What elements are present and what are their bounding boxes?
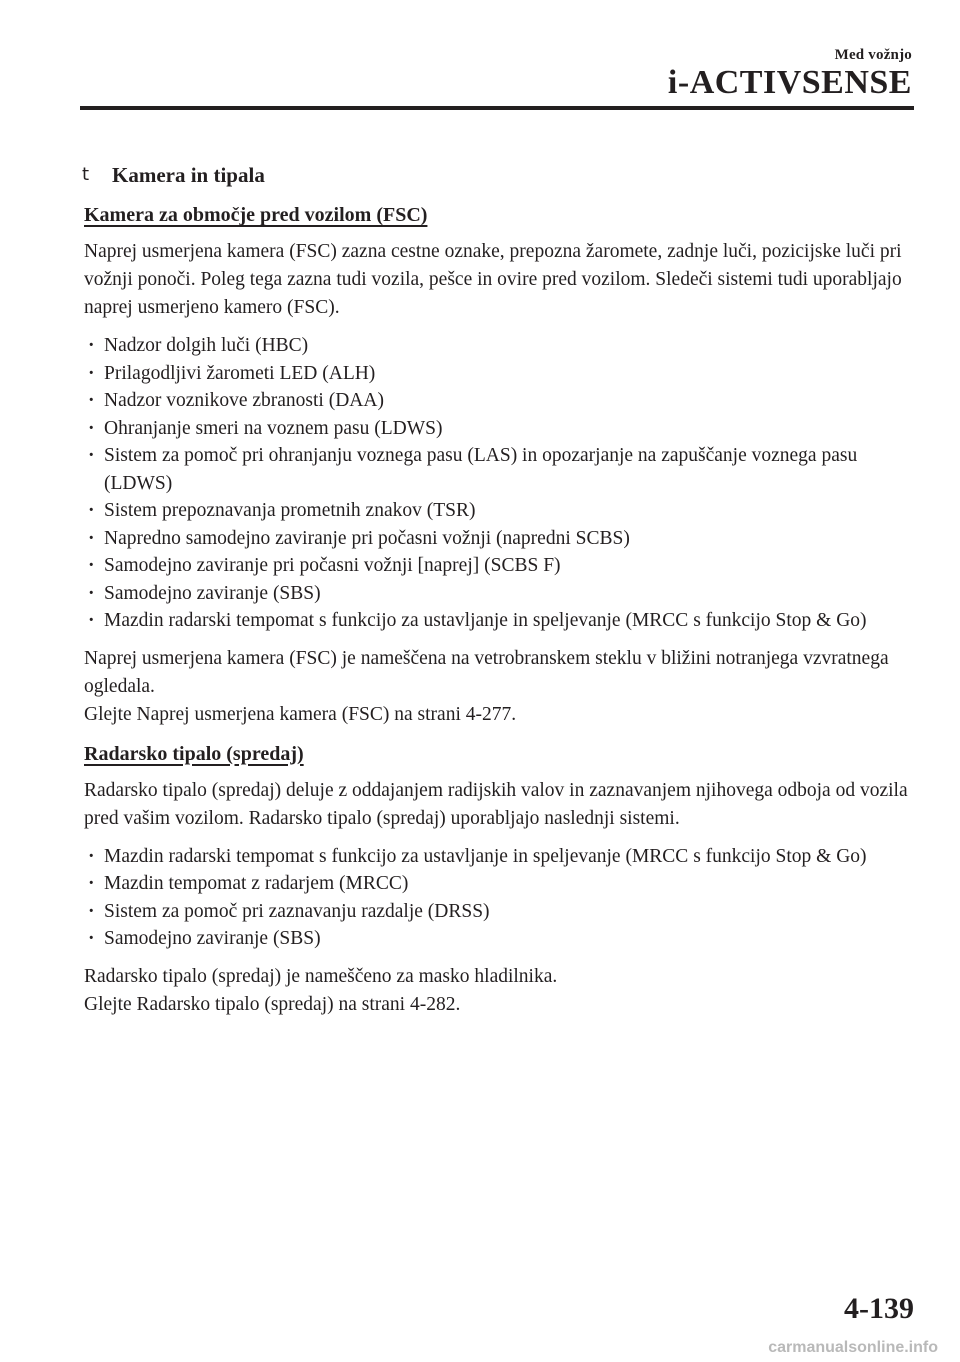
section-heading-text: Kamera in tipala [112,163,265,187]
bullet-icon: · [88,928,95,949]
section-heading [84,160,914,190]
bullet-icon: · [88,527,95,549]
bullet-icon: · [88,500,95,521]
radar-reference: Glejte Radarsko tipalo (spredaj) na strani 4-282. [84,993,461,1015]
bullet-icon: · [88,610,95,631]
bullet-icon: · [88,362,95,384]
list-item: · Mazdin radarski tempomat s funkcijo za ustavljanje in speljevanje (MRCC s funkcijo Stop & Go) [84,843,914,871]
page-number: 4-139 [844,1292,914,1325]
radar-system-list [84,843,914,953]
page-content [84,160,914,1029]
watermark: carmanualsonline.info [768,1339,938,1356]
list-item: · Nadzor dolgih luči (HBC) [84,332,914,360]
bullet-icon: · [88,845,95,867]
list-item: · Napredno samodejno zaviranje pri počasni vožnji (napredni SCBS) [84,525,914,553]
fsc-location-note: Naprej usmerjena kamera (FSC) je nameščena na vetrobranskem steklu v bližini notranjega vzvratnega ogledala. [84,647,889,697]
list-item: · Samodejno zaviranje pri počasni vožnji [naprej] (SCBS F) [84,552,914,580]
list-item: · Mazdin radarski tempomat s funkcijo za ustavljanje in speljevanje (MRCC s funkcijo Stop & Go) [84,607,914,635]
fsc-intro: Naprej usmerjena kamera (FSC) zazna cestne oznake, prepozna žaromete, zadnje luči, pozicijske luči pri vožnji ponoči. Poleg tega zazna tudi vozila, pešce in ovire pred vozilom. Sledeči sistemi tudi uporabljajo naprej usmerjeno kamero (FSC). [84,241,902,318]
list-item: · Nadzor voznikove zbranosti (DAA) [84,387,914,415]
header-divider [80,106,914,110]
fsc-heading: Kamera za območje pred vozilom (FSC) [84,204,428,226]
bullet-icon: · [88,445,95,466]
section-marker-icon: t [82,164,90,185]
bullet-icon: · [88,555,95,576]
list-item: · Prilagodljivi žarometi LED (ALH) [84,360,914,388]
radar-intro: Radarsko tipalo (spredaj) deluje z oddajanjem radijskih valov in zaznavanjem njihovega odboja od vozila pred vašim vozilom. Radarsko tipalo (spredaj) uporabljajo naslednji sistemi. [84,779,908,829]
fsc-system-list [84,332,914,635]
bullet-icon: · [88,873,95,894]
bullet-icon: · [88,390,95,411]
bullet-icon: · [88,335,95,356]
bullet-icon: · [88,417,95,439]
fsc-reference: Glejte Naprej usmerjena kamera (FSC) na strani 4-277. [84,703,517,725]
bullet-icon: · [88,900,95,922]
radar-location-note: Radarsko tipalo (spredaj) je nameščeno za masko hladilnika. [84,965,558,987]
bullet-icon: · [88,582,95,604]
list-item: · Sistem za pomoč pri zaznavanju razdalje (DRSS) [84,898,914,926]
list-item: · Sistem za pomoč pri ohranjanju voznega pasu (LAS) in opozarjanje na zapuščanje voznega pasu (LDWS) [84,442,914,497]
section-title: Med vožnjo [834,47,912,63]
radar-heading: Radarsko tipalo (spredaj) [84,742,304,765]
list-item: · Sistem prepoznavanja prometnih znakov (TSR) [84,497,914,525]
list-item: · Mazdin tempomat z radarjem (MRCC) [84,870,914,898]
list-item: · Samodejno zaviranje (SBS) [84,925,914,953]
chapter-title: i-ACTIVSENSE [667,64,912,101]
list-item: · Ohranjanje smeri na voznem pasu (LDWS) [84,415,914,443]
page-header [668,46,912,102]
list-item: · Samodejno zaviranje (SBS) [84,580,914,608]
